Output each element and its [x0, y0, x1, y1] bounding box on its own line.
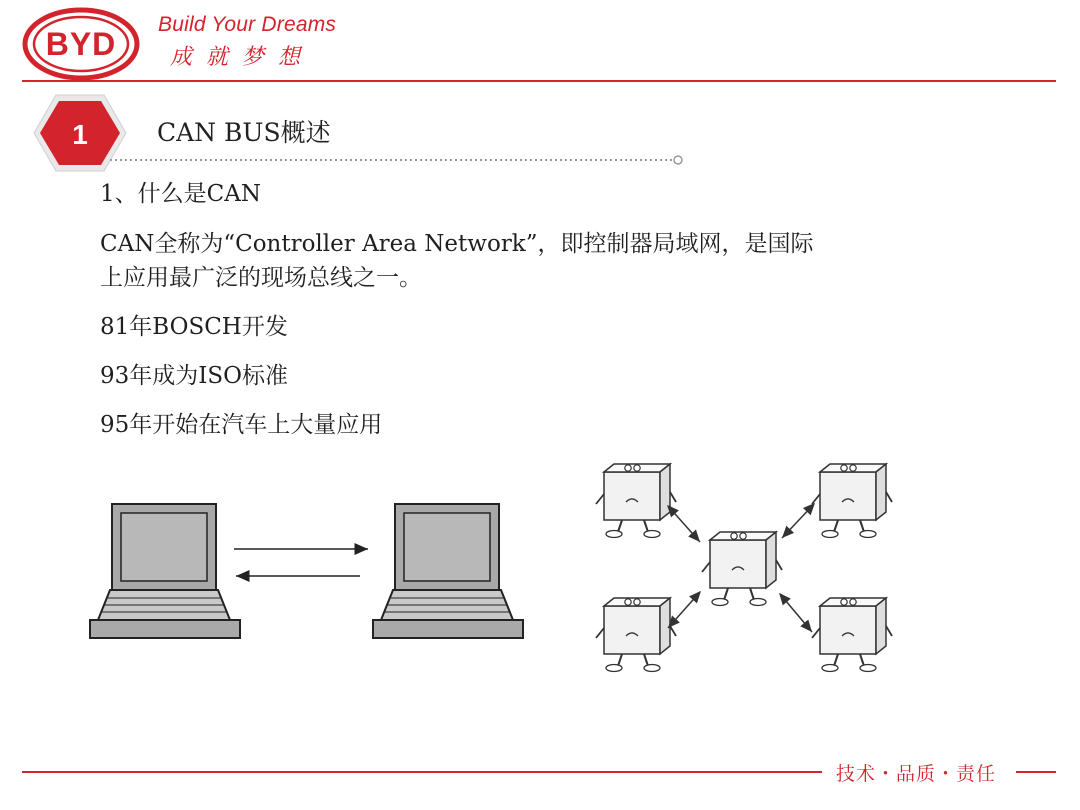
laptop-icon-left: [90, 504, 240, 638]
tagline-chinese: 成就梦想: [170, 45, 315, 70]
laptop-communication-illustration: [80, 490, 540, 650]
description-line-2: 上应用最广泛的现场总线之一。: [100, 265, 422, 291]
description-line-1: CAN全称为“Controller Area Network”，即控制器局域网，是国际: [100, 231, 814, 257]
laptop-icon-right: [373, 504, 523, 638]
link-bottom-left: [668, 592, 700, 628]
footer-motto: 技术・品质・责任: [836, 763, 997, 785]
network-nodes-illustration: [590, 452, 900, 682]
footer-divider-left: [22, 771, 822, 773]
section-number: 1: [72, 119, 88, 150]
footer-divider-right: [1016, 771, 1056, 773]
network-node-bottom-right: [812, 598, 892, 672]
network-node-top-left: [596, 464, 676, 538]
dotted-divider: [110, 152, 688, 168]
byd-logo: [22, 7, 140, 81]
fact-item: 93年成为ISO标准: [100, 363, 288, 389]
link-bottom-right: [780, 594, 812, 632]
network-node-bottom-left: [596, 598, 676, 672]
tagline-english: Build Your Dreams: [158, 13, 337, 36]
link-top-right: [782, 504, 814, 538]
section-title: CAN BUS概述: [157, 118, 331, 147]
fact-item: 95年开始在汽车上大量应用: [100, 412, 383, 438]
link-top-left: [668, 506, 700, 542]
fact-item: 81年BOSCH开发: [100, 314, 288, 340]
network-node-top-right: [812, 464, 892, 538]
network-node-center: [702, 532, 782, 606]
subheading-what-is-can: 1、什么是CAN: [100, 181, 261, 207]
header-divider: [22, 80, 1056, 82]
logo-text: BYD: [45, 26, 117, 62]
